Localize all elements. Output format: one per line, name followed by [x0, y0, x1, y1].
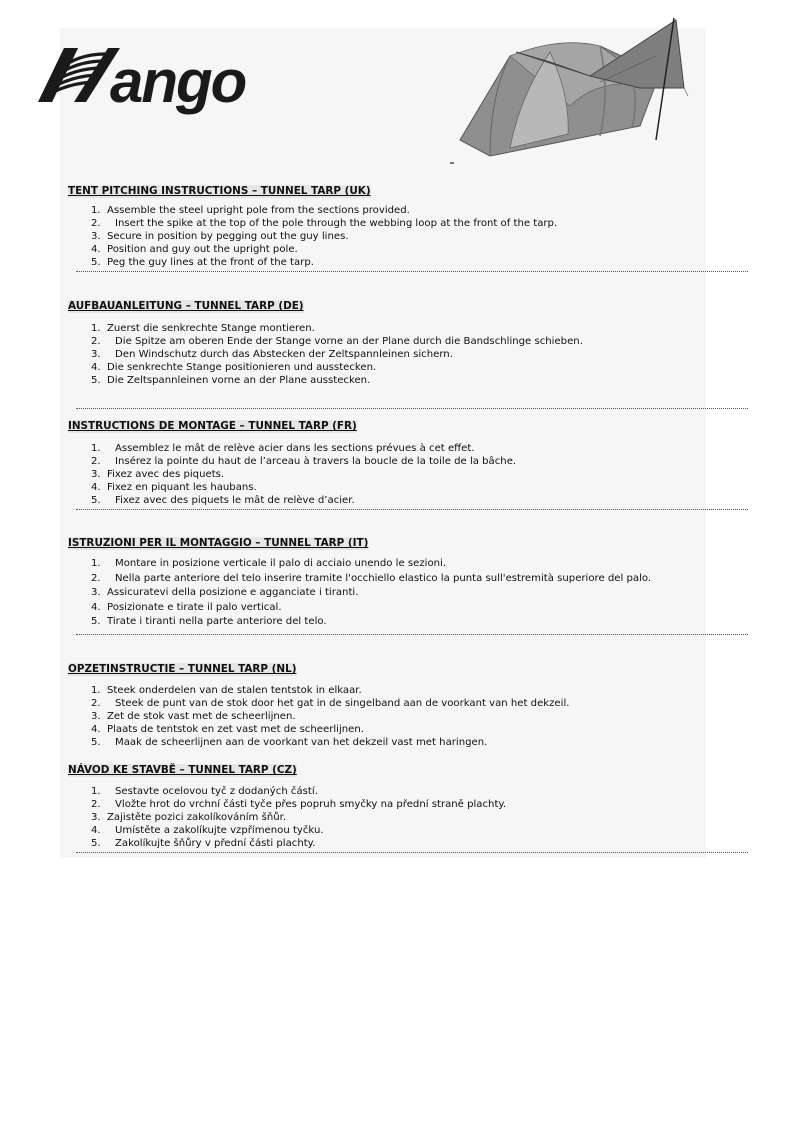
section-heading-nl: OPZETINSTRUCTIE – TUNNEL TARP (NL) — [68, 663, 297, 675]
vango-logo — [38, 44, 308, 120]
step-item: 5. Maak de scheerlijnen aan de voorkant van het dekzeil vast met haringen. — [91, 737, 488, 748]
steps-list-uk — [68, 204, 758, 269]
section-cz — [68, 758, 758, 850]
step-item: 5. Fixez avec des piquets le mât de relève d’acier. — [91, 495, 355, 506]
step-item: 3. Zet de stok vast met de scheerlijnen. — [91, 711, 296, 722]
step-item: 1. Steek onderdelen van de stalen tentstok in elkaar. — [91, 685, 362, 696]
step-item: 5. Tirate i tiranti nella parte anteriore del telo. — [91, 616, 327, 628]
step-item: 4. Die senkrechte Stange positionieren und ausstecken. — [91, 362, 377, 373]
section-nl — [68, 657, 758, 749]
steps-list-it — [68, 557, 758, 630]
section-de — [68, 294, 758, 387]
step-item: 3. Zajistěte pozici zakolíkováním šňůr. — [91, 812, 287, 823]
step-item: 2. Vložte hrot do vrchní části tyče přes popruh smyčky na přední straně plachty. — [91, 799, 507, 810]
divider — [76, 509, 748, 510]
step-item: 2. Insert the spike at the top of the pole through the webbing loop at the front of the tarp. — [91, 218, 558, 229]
steps-list-cz — [68, 785, 758, 850]
section-heading-de: AUFBAUANLEITUNG – TUNNEL TARP (DE) — [68, 300, 304, 312]
divider — [76, 271, 748, 272]
step-item: 4. Fixez en piquant les haubans. — [91, 482, 257, 493]
step-item: 2. Insérez la pointe du haut de l’arceau à travers la boucle de la toile de la bâche. — [91, 456, 517, 467]
step-item: 5. Die Zeltspannleinen vorne an der Plane ausstecken. — [91, 375, 371, 386]
section-it — [68, 531, 758, 630]
step-item: 4. Plaats de tentstok en zet vast met de scheerlijnen. — [91, 724, 364, 735]
step-item: 1. Zuerst die senkrechte Stange montieren. — [91, 323, 315, 334]
step-item: 5. Zakolíkujte šňůry v přední části plachty. — [91, 838, 316, 849]
section-heading-fr: INSTRUCTIONS DE MONTAGE – TUNNEL TARP (FR) — [68, 420, 357, 432]
step-item: 3. Den Windschutz durch das Abstecken der Zeltspannleinen sichern. — [91, 349, 453, 360]
step-item: 2. Die Spitze am oberen Ende der Stange vorne an der Plane durch die Bandschlinge schieben. — [91, 336, 583, 347]
divider — [76, 852, 748, 853]
section-heading-uk: TENT PITCHING INSTRUCTIONS – TUNNEL TARP (UK) — [68, 185, 371, 197]
step-item: 1. Sestavte ocelovou tyč z dodaných částí. — [91, 786, 318, 797]
step-item: 1. Montare in posizione verticale il palo di acciaio unendo le sezioni. — [91, 558, 447, 569]
section-uk — [68, 179, 758, 269]
divider — [76, 408, 748, 409]
section-fr — [68, 414, 758, 507]
step-item: 3. Secure in position by pegging out the guy lines. — [91, 231, 349, 242]
step-item: 2. Nella parte anteriore del telo inserire tramite l'occhiello elastico la punta sull'estremità superiore del palo. — [91, 572, 652, 584]
step-item: 4. Position and guy out the upright pole. — [91, 244, 298, 255]
divider — [76, 634, 748, 635]
step-item: 4. Posizionate e tirate il palo vertical. — [91, 601, 282, 613]
step-item: 1. Assemblez le mât de relève acier dans les sections prévues à cet effet. — [91, 443, 475, 454]
steps-list-nl — [68, 684, 758, 749]
steps-list-fr — [68, 442, 758, 507]
steps-list-de — [68, 322, 758, 387]
step-item: 5. Peg the guy lines at the front of the tarp. — [91, 257, 314, 268]
section-heading-it: ISTRUZIONI PER IL MONTAGGIO – TUNNEL TARP (IT) — [68, 537, 369, 549]
tunnel-tarp-illustration — [450, 16, 690, 172]
step-item: 3. Assicuratevi della posizione e agganciate i tiranti. — [91, 587, 359, 599]
step-item: 4. Umístěte a zakolíkujte vzpřímenou tyčku. — [91, 825, 324, 836]
section-heading-cz: NÁVOD KE STAVBĚ – TUNNEL TARP (CZ) — [68, 764, 297, 776]
step-item: 3. Fixez avec des piquets. — [91, 469, 225, 480]
step-item: 2. Steek de punt van de stok door het gat in de singelband aan de voorkant van het dekzeil. — [91, 698, 570, 709]
step-item: 1. Assemble the steel upright pole from the sections provided. — [91, 205, 410, 216]
svg-text:ango: ango — [110, 48, 246, 115]
